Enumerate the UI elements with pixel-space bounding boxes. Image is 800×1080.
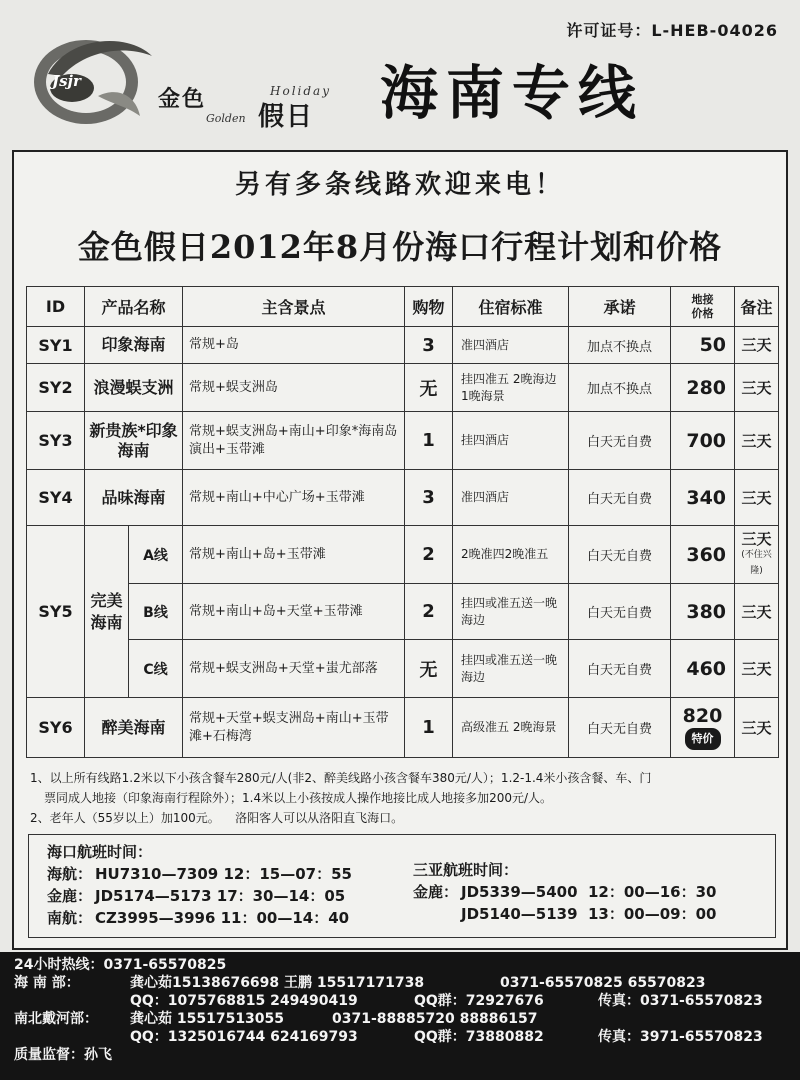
sights: 常规+天堂+蜈支洲岛+南山+玉带滩+石梅湾: [183, 698, 405, 758]
flight-info: JD5140—5139 13：00—09：00: [461, 905, 717, 923]
table-row: [27, 584, 779, 640]
route-id: SY3: [27, 412, 85, 470]
hotel-standard: 2晚准四2晚准五: [453, 526, 569, 584]
shopping-count: 2: [405, 526, 453, 584]
airline: 南航：: [47, 909, 93, 927]
special-price-badge: 特价: [685, 728, 721, 750]
product-name: 品味海南: [85, 470, 183, 526]
itinerary-table: [26, 286, 779, 758]
nbdh-contacts: 龚心茹 15517513055: [130, 1011, 285, 1027]
hotel-standard: 准四酒店: [453, 327, 569, 364]
footnotes: [30, 768, 776, 828]
route-id: SY4: [27, 470, 85, 526]
flight-info: CZ3995—3996 11：00—14：40: [95, 909, 350, 927]
flight-row: [47, 907, 352, 929]
license-number: 许可证号：L-HEB-04026: [566, 21, 778, 40]
note: 三天: [735, 364, 779, 412]
col-header-price: [671, 287, 735, 327]
header: [0, 0, 800, 150]
hotel-standard: 挂四或准五送一晚海边: [453, 584, 569, 640]
brand-name-golden: 金色: [158, 87, 207, 112]
sights: 常规+岛: [183, 327, 405, 364]
airline: 金鹿：: [413, 883, 459, 901]
sights: 常规+蜈支洲岛+天堂+蚩尤部落: [183, 640, 405, 698]
flight-info: JD5174—5173 17：30—14：05: [95, 887, 346, 905]
hainan-dept-label: 海 南 部：: [14, 975, 80, 991]
price: 460: [671, 640, 735, 698]
nbdh-fax: 传真：3971-65570823: [598, 1029, 763, 1045]
promise: 白天无自费: [569, 584, 671, 640]
hainan-contacts: 龚心茹15138676698 王鹏 15517171738: [130, 975, 425, 991]
note: 三天: [735, 640, 779, 698]
price: 50: [671, 327, 735, 364]
nbdh-line: [14, 1010, 800, 1028]
nbdh-qq-line: [14, 1028, 800, 1046]
table-row: [27, 412, 779, 470]
brand-english-holiday: Holiday: [270, 84, 331, 98]
hainan-qq: QQ：1075768815 249490419: [130, 993, 358, 1009]
shopping-count: 3: [405, 470, 453, 526]
price: 360: [671, 526, 735, 584]
airline: 金鹿：: [47, 887, 93, 905]
hotel-standard: 高级准五 2晚海景: [453, 698, 569, 758]
flight-info: HU7310—7309 12：15—07：55: [95, 865, 352, 883]
hainan-qq-line: [14, 992, 800, 1010]
col-header-id: ID: [27, 287, 85, 327]
flight-row: [47, 863, 352, 885]
price: 700: [671, 412, 735, 470]
col-header-price-line2: 价格: [691, 306, 714, 320]
promise: 白天无自费: [569, 526, 671, 584]
contact-block: [0, 952, 800, 1080]
sanya-flights: [413, 859, 716, 925]
plan-title: 金色假日2012年8月份海口行程计划和价格: [77, 228, 723, 266]
flight-row: [47, 885, 352, 907]
haikou-flights: [47, 841, 352, 929]
hainan-qq-group: QQ群：72927676: [414, 993, 544, 1009]
sights: 常规+蜈支洲岛: [183, 364, 405, 412]
hotline-line: [14, 956, 800, 974]
route-id: SY5: [27, 526, 85, 698]
footnote-line: 票同成人地接（印象海南行程除外）；1.4米以上小孩按成人操作地接比成人地接多加200元/人。: [44, 791, 553, 805]
itinerary-panel: [12, 150, 788, 950]
airline: 海航：: [47, 865, 93, 883]
note: 三天: [735, 327, 779, 364]
promise: 白天无自费: [569, 698, 671, 758]
product-name: 新贵族*印象海南: [85, 412, 183, 470]
table-row: [27, 470, 779, 526]
nbdh-dept-label: 南北戴河部：: [14, 1011, 98, 1027]
price: 340: [671, 470, 735, 526]
note: 三天: [735, 584, 779, 640]
hotel-standard: 挂四准五 2晚海边1晚海景: [453, 364, 569, 412]
note: 三天: [735, 698, 779, 758]
logo-text: Jsjr: [52, 72, 81, 90]
hainan-line: [14, 974, 800, 992]
sights: 常规+南山+岛+天堂+玉带滩: [183, 584, 405, 640]
route-id: SY1: [27, 327, 85, 364]
route-group-label: 完美海南: [90, 590, 123, 632]
table-header-row: [27, 287, 779, 327]
col-header-product: 产品名称: [85, 287, 183, 327]
col-header-price-line1: 地接: [691, 292, 714, 306]
flight-row: [413, 903, 716, 925]
nbdh-qq-group: QQ群：73880882: [414, 1029, 544, 1045]
sub-route: B线: [129, 584, 183, 640]
price-value: 820: [682, 704, 723, 727]
nbdh-phones: 0371-88885720 88886157: [332, 1011, 538, 1027]
promise: 加点不换点: [569, 327, 671, 364]
hotel-standard: 挂四或准五送一晚海边: [453, 640, 569, 698]
shopping-count: 1: [405, 412, 453, 470]
shopping-count: 3: [405, 327, 453, 364]
sub-route: A线: [129, 526, 183, 584]
route-group-name: [85, 526, 129, 698]
hotline: 24小时热线：0371-65570825: [14, 957, 227, 973]
slogan: 另有多条线路欢迎来电！: [234, 170, 565, 200]
note: 三天: [735, 412, 779, 470]
promise: 白天无自费: [569, 412, 671, 470]
table-row: [27, 364, 779, 412]
col-header-note: 备注: [735, 287, 779, 327]
table-row: [27, 698, 779, 758]
flight-schedule: [28, 834, 776, 938]
promise: 白天无自费: [569, 470, 671, 526]
brand-english-golden: Golden: [206, 112, 246, 125]
sights: 常规+南山+岛+玉带滩: [183, 526, 405, 584]
flight-row: [413, 881, 716, 903]
shopping-count: 1: [405, 698, 453, 758]
col-header-hotel: 住宿标准: [453, 287, 569, 327]
note: [735, 526, 779, 584]
route-id: SY2: [27, 364, 85, 412]
shopping-count: 无: [405, 364, 453, 412]
page-title: 海南专线: [380, 59, 645, 127]
sanya-flights-title: 三亚航班时间：: [413, 861, 519, 879]
flight-info: JD5339—5400 12：00—16：30: [461, 883, 717, 901]
promise: 加点不换点: [569, 364, 671, 412]
footnote-line: 2、老年人（55岁以上）加100元。 洛阳客人可以从洛阳直飞海口。: [30, 811, 404, 825]
table-row: [27, 327, 779, 364]
hotel-standard: 挂四酒店: [453, 412, 569, 470]
table-row: [27, 526, 779, 584]
quality-supervisor: 质量监督：孙飞: [14, 1047, 112, 1063]
note: 三天: [735, 470, 779, 526]
sights: 常规+蜈支洲岛+南山+印象*海南岛演出+玉带滩: [183, 412, 405, 470]
sub-route: C线: [129, 640, 183, 698]
table-row: [27, 640, 779, 698]
hotel-standard: 准四酒店: [453, 470, 569, 526]
shopping-count: 无: [405, 640, 453, 698]
sights: 常规+南山+中心广场+玉带滩: [183, 470, 405, 526]
note-subtext: (不住兴隆): [741, 549, 772, 576]
quality-line: [14, 1046, 800, 1064]
col-header-promise: 承诺: [569, 287, 671, 327]
product-name: 醉美海南: [85, 698, 183, 758]
price: 280: [671, 364, 735, 412]
brand-name-holiday: 假日: [258, 102, 315, 132]
product-name: 印象海南: [85, 327, 183, 364]
nbdh-qq: QQ：1325016744 624169793: [130, 1029, 358, 1045]
haikou-flights-title: 海口航班时间：: [47, 843, 153, 861]
hainan-fax: 传真：0371-65570823: [598, 993, 763, 1009]
footnote-line: 1、以上所有线路1.2米以下小孩含餐车280元/人(非2、醉美线路小孩含餐车380元/人）；1.2-1.4米小孩含餐、车、门: [30, 771, 652, 785]
promise: 白天无自费: [569, 640, 671, 698]
note-text: 三天: [741, 529, 772, 548]
price: 380: [671, 584, 735, 640]
col-header-shopping: 购物: [405, 287, 453, 327]
product-name: 浪漫蜈支洲: [85, 364, 183, 412]
col-header-sights: 主含景点: [183, 287, 405, 327]
route-id: SY6: [27, 698, 85, 758]
shopping-count: 2: [405, 584, 453, 640]
golden-holiday-logo: [28, 26, 154, 130]
hainan-phones: 0371-65570825 65570823: [500, 975, 706, 991]
price: [671, 698, 735, 758]
